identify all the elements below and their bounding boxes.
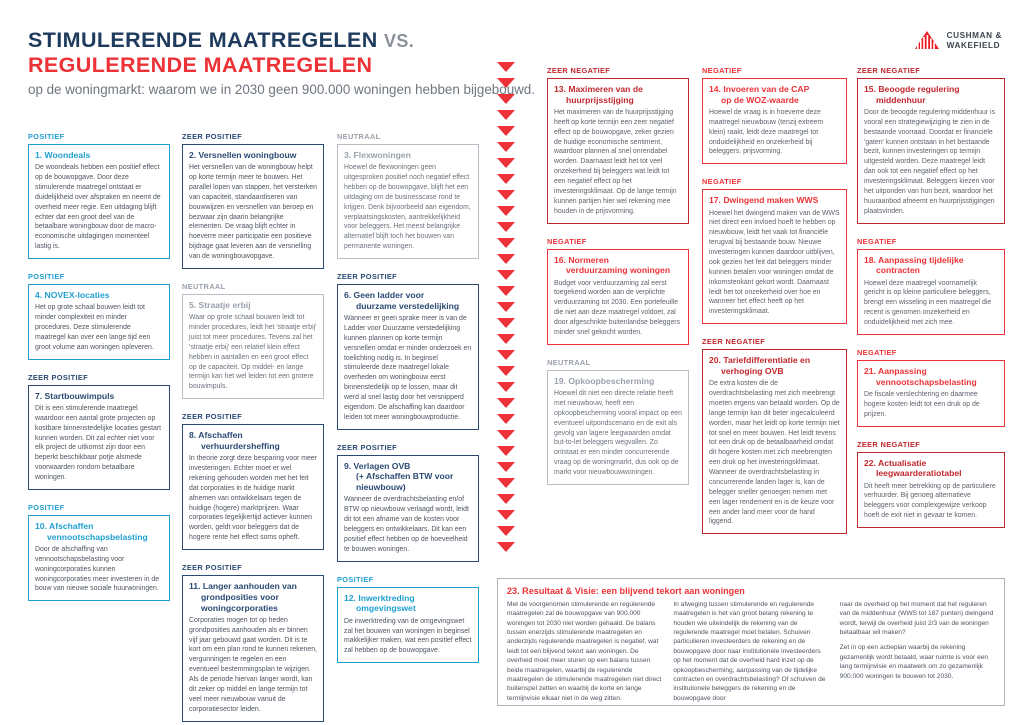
arrow-down-icon: [497, 142, 515, 152]
measure-card: [337, 587, 479, 663]
arrow-down-icon: [497, 430, 515, 440]
category-label: ZEER POSITIEF: [182, 132, 242, 141]
measure-title-line: huurprijsstijging: [566, 94, 634, 105]
category-label: POSITIEF: [337, 574, 374, 584]
arrow-down-icon: [497, 174, 515, 184]
measure-title-line: vennootschapsbelasting: [876, 376, 977, 387]
measure-block: [857, 66, 1005, 224]
measure-title-line: 16. Normeren: [554, 254, 609, 265]
arrow-down-icon: [497, 542, 515, 552]
measure-title: 4. NOVEX-locaties: [35, 290, 110, 301]
arrow-down-icon: [497, 462, 515, 472]
header-vs: VS.: [384, 31, 415, 51]
header-subtitle: op de woningmarkt: waarom we in 2030 geen 900.000 woningen hebben bijgebouwd.: [28, 82, 535, 98]
category-label: ZEER NEGATIEF: [857, 439, 921, 449]
arrow-down-icon: [497, 478, 515, 488]
measure-title: [344, 461, 472, 493]
category-label: NEGATIEF: [857, 236, 897, 246]
category-label: ZEER POSITIEF: [28, 372, 88, 382]
measure-title: 3. Flexwoningen: [344, 150, 411, 160]
measure-body: Wanneer de overdrachtsbelasting en/of BTW op nieuwbouw verlaagd wordt, leidt dit tot een afname van de kosten voor beleggers en ontwikkelaars. Dit kan een positief effect hebben op de hoeveelheid te bouwen woningen.: [344, 496, 469, 553]
measure-title: 19. Opkoopbescherming: [554, 375, 655, 386]
measure-title-line: 12. Inwerktreding: [344, 592, 415, 603]
measure-body: Hoewel de flexwoningen geen uitgesproken positief noch negatief effect hebben op de bouwopgave, blijft het een uitdaging om de businesscase rond te krijgen. Denk bijvoorbeeld aan eigendom, verplaatsingskosten, aantrekkelijkheid voor beleggers. Het meest belangrijke alternatief blijft toch het bouwen van permanente woningen.: [344, 164, 471, 251]
measure-body: Dit heeft meer betrekking op de particuliere verhuurder. Bij genoeg alternatieve beleggers voor complexgewijze verkoop hoeft de exit niet in gevaar te komen.: [864, 482, 996, 520]
conclusion-box: [497, 578, 1005, 706]
measure-card: [857, 78, 1005, 224]
measure-body: Door de afschaffing van vennootschapsbelasting voor woningcorporaties kunnen woningcorporaties meer investeren in de bouw van nieuwe sociale huurwoningen.: [35, 545, 160, 593]
measure-body: Dit is een stimulerende maatregel waardoor een aantal grote projecten op kostbare binnenstedelijke locaties gestart kunnen worden. Dit zal echter niet voor elk project de uitkomst zijn door een beperkt beschikbaar potje alsmede voorwaarden rondom betaalbare woningen.: [35, 404, 162, 482]
column-5: [702, 66, 847, 547]
measure-body: De extra kosten die de overdrachtsbelasting met zich meebrengt moeten ergens van betaald worden. Op de lange termijn kan dit beter ingecalculeerd worden, maar het leidt op korte termijn niet tot snel en meer bouwen. Het leidt tevens tot een druk op de betaalbaarheid omdat dit hogere kosten met zich meebrengten een druk op het investeringsklimaat. Wanneer de overdrachtsbelasting in concurrerende landen lager is, kan de belegger sneller genoegen nemen met een lager rendement en is de keuze voor een ander land meer voor de hand liggend.: [709, 380, 840, 526]
measure-title: 2. Versnellen woningbouw: [189, 150, 297, 160]
arrow-down-icon: [497, 206, 515, 216]
measure-body: In theorie zorgt deze besparing voor meer investeringen. Echter moet er wel rekening gehouden worden met het feit dat corporaties in de huidige markt afnemen van ontwikkelaars tegen de huidige (hogere) marktprijzen. Waar corporaties tegelijkertijd actiever kunnen worden, geldt voor beleggers dat de hogere rente het effect soms opheft.: [189, 455, 317, 542]
conclusion-paragraph-2: In afweging tussen stimulerende en regulerende maatregelen is het van groot belang rekening te houden wie uiteindelijk de rekening van de regulerende maatregel moet betalen. Schuiven particulieren investeerders de rekening en de bouwopgave door naar institutionele investeerders op het moment dat de overheid hard inzet op de opkoopbescherming, aanpassing van de tijdelijke contracten en overdrachtsbelasting? Of schuiven de institutionele beleggers de rekening en de bouwopgave door: [673, 601, 826, 702]
arrow-down-icon: [497, 494, 515, 504]
arrow-down-icon: [497, 190, 515, 200]
conclusion-columns: [507, 600, 995, 703]
measure-card: [857, 452, 1005, 528]
measure-block: [28, 272, 170, 360]
header-title-regulerende: REGULERENDE MAATREGELEN: [28, 52, 373, 77]
cushman-wakefield-logo: [914, 30, 1002, 52]
arrow-down-icon: [497, 110, 515, 120]
category-label: ZEER POSITIEF: [337, 442, 397, 452]
measure-title-line: 8. Afschaffen: [189, 430, 243, 441]
measure-title-line: verduurzaming woningen: [566, 265, 671, 276]
measure-title-line: 14. Invoeren van de CAP: [709, 84, 810, 94]
measure-block: [702, 66, 847, 164]
arrow-down-icon: [497, 254, 515, 264]
category-label: NEGATIEF: [547, 236, 587, 246]
arrow-divider: [497, 62, 519, 562]
arrow-down-icon: [497, 158, 515, 168]
measure-block: [182, 563, 324, 721]
measure-card: [28, 144, 170, 259]
measure-body: Budget voor verduurzaming zal eerst toegekend worden aan de verplichte verduurzaming tot 2030. Een portefeuille die niet aan deze maatregel voldoet, zal door afgeschrikte buitenlandse beleggers minder snel gekocht worden.: [554, 279, 681, 336]
measure-title-line: verhuurdersheffing: [201, 440, 280, 451]
measure-card: [702, 189, 847, 324]
category-label: NEUTRAAL: [337, 132, 381, 141]
arrow-down-icon: [497, 302, 515, 312]
measure-card: [547, 249, 689, 345]
measure-card: [702, 349, 847, 534]
arrow-down-icon: [497, 350, 515, 360]
measure-card: [28, 385, 170, 490]
measure-title-line: 21. Aanpassing: [864, 365, 927, 376]
measure-body: Het maximeren van de huurprijsstijging heeft op korte termijn een zeer negatief effect op de bouwopgave, zeker gezien de huidige economische sentiment, waardoor plannen al snel onrendabel worden. Daarnaast leidt het tot veel onzekerheid bij beleggers wat leidt tot een negatief effect op het investeringsklimaat. Op de lange termijn kunnen partijen hier wel rekening mee houden in de prijsvorming.: [554, 108, 677, 215]
measure-block: [337, 443, 479, 562]
measure-title: [864, 84, 998, 105]
arrow-down-icon: [497, 510, 515, 520]
conclusion-paragraph-4: Zet in op een actieplan waarbij de rekening gezamenlijk wordt betaald, waar ruimte is voor een lang termijnvisie en maatwerk om zo gezamenlijk 900.000 woningen te bouwen tot 2030.: [839, 644, 989, 680]
column-4: [547, 66, 689, 498]
measure-block: [857, 237, 1005, 335]
measure-body: Door de beoogde regulering middenhuur is vooral een strategiewijziging te zien in de bestaande voorraad. Doordat er financiële 'gaten' kunnen ontstaan in het bestaande bezit, kunnen investeringen op termijn uitgesteld worden. Deze maatregel leidt dan ook tot een negatief effect op het investeringsklimaat. Beleggers kiezen voor het uitponden van hun bezit, waardoor het huuraanbod afneemt en huurprijsstijgingen plaatsvinden.: [864, 108, 996, 215]
measure-title: [189, 581, 317, 613]
measure-title: [189, 430, 317, 451]
arrow-down-icon: [497, 526, 515, 536]
arrow-down-icon: [497, 382, 515, 392]
category-label: POSITIEF: [28, 132, 65, 141]
measure-block: [702, 177, 847, 324]
measure-block: [547, 237, 689, 345]
measure-card: [182, 294, 324, 399]
measure-title: [554, 84, 682, 105]
measure-title: [344, 290, 472, 311]
measure-block: [28, 373, 170, 490]
category-label: ZEER NEGATIEF: [857, 66, 921, 75]
measure-card: [857, 360, 1005, 427]
measure-card: [702, 78, 847, 164]
measure-title-line: 13. Maximeren van de: [554, 84, 643, 94]
measure-body: De woondeals hebben een positief effect op de bouwopgave. Door deze stimulerende maatregel ontstaat er duidelijkheid over afspraken en neemt de overheid meer regie. Een uitdaging blijft echter dat een groot deel van de betaalbare woningbouw door de macro-economische uitdagingen momenteel lastig is.: [35, 164, 161, 251]
measure-title: 5. Straatje erbij: [189, 299, 251, 310]
category-label: POSITIEF: [28, 272, 65, 282]
arrow-down-icon: [497, 222, 515, 232]
arrow-down-icon: [497, 446, 515, 456]
measure-card: [857, 249, 1005, 335]
measure-card: [337, 284, 479, 430]
measure-title-line: middenhuur: [876, 94, 926, 105]
measure-title-line: 18. Aanpassing tijdelijke: [864, 254, 964, 265]
measure-title: [554, 255, 682, 276]
measure-block: [182, 282, 324, 399]
measure-title: 7. Startbouwimpuls: [35, 390, 115, 401]
measure-block: [547, 66, 689, 224]
category-label: ZEER POSITIEF: [182, 563, 242, 573]
measure-title: [709, 84, 840, 105]
arrow-down-icon: [497, 414, 515, 424]
arrow-down-icon: [497, 334, 515, 344]
logo-wordmark: CUSHMAN & WAKEFIELD: [946, 30, 1002, 50]
measure-title-line: grondposities voor woningcorporaties: [201, 591, 279, 613]
conclusion-paragraph-3: naar de overheid op het moment dat het reguleren van de middenhuur (WWS tot 187 punten) dwingend wordt, terwijl de overheid juist 2/3 van de woningen betaalbaar wil maken?: [839, 601, 994, 637]
measure-title-line: duurzame verstedelijking: [356, 300, 460, 311]
arrow-down-icon: [497, 366, 515, 376]
logo-building-icon: [914, 30, 940, 52]
measure-card: [182, 144, 324, 269]
category-label: ZEER NEGATIEF: [702, 337, 766, 347]
measure-body: Hoewel de vraag is in hoeverre deze maatregel nieuwbouw (tenzij extreem klein) raakt, leidt deze maatregel tot onduidelijkheid en onzekerheid bij beleggers. prijsvorming.: [709, 108, 824, 156]
category-label: NEGATIEF: [702, 177, 742, 187]
measure-title-line: vennootschapsbelasting: [47, 531, 148, 542]
measure-block: [702, 337, 847, 534]
measure-title-line: verhoging OVB: [721, 365, 784, 376]
measure-block: [28, 503, 170, 601]
measure-body: Het versnellen van de woningbouw helpt op korte termijn meer te bouwen. Het parallel lopen van stappen, het versterken van capaciteit, standaardiseren van bouwwijzen en versnellen van beroep en bezwaar zijn daarin belangrijke elementen. De vraag blijft echter in hoeverre meer participatie een positieve bijdrage gaat leveren aan de versnelling van de woningbouwopgave.: [189, 164, 317, 261]
header-line-1: [28, 28, 728, 53]
measure-block: [182, 132, 324, 269]
measure-card: [28, 284, 170, 360]
measure-title: [864, 458, 998, 479]
conclusion-title: 23. Resultaat & Visie: een blijvend tekort aan woningen: [507, 586, 745, 596]
arrow-down-icon: [497, 126, 515, 136]
measure-body: De fiscale verslechtering en daarmee hogere kosten leidt tot een druk op de prijzen.: [864, 390, 980, 418]
category-label: ZEER NEGATIEF: [547, 66, 611, 75]
measure-title-line: 20. Tariefdifferentiatie en: [709, 355, 811, 366]
measure-title-line: 9. Verlagen OVB: [344, 460, 411, 471]
measure-body: Hoewel het dwingend maken van de WWS niet direct een invloed hoeft te hebben op nieuwbouw, leidt het vaak tot financiële terugval bij bestaande bouw. Nieuwe investeringen kunnen daardoor uitblijven, ook gezien het feit dat beleggers minder kunnen betalen voor woningen omdat de inkomstenkant gekort wordt. Daarnaast leidt het tot onzekerheid over hoe en wanneer het effect heeft op het investeringsklimaat.: [709, 209, 840, 316]
category-label: NEGATIEF: [702, 66, 742, 75]
arrow-down-icon: [497, 398, 515, 408]
measure-title-line: 11. Langer aanhouden van: [189, 581, 297, 592]
measure-title-line: leegwaarderatiotabel: [876, 468, 962, 479]
measure-title: [35, 521, 163, 542]
measure-card: [28, 515, 170, 601]
arrow-down-icon: [497, 318, 515, 328]
arrow-down-icon: [497, 94, 515, 104]
measure-body: Corporaties mogen tot op heden grondposities aanhouden als er binnen vijf jaar gebouwd gaat worden. Dit is te kort om een plan rond te kunnen rekenen, vergunningen te regelen en een eventueel bestemmingsplan te wijzigen. Als de periode hiervan langer wordt, kan dit zeker op middel en lange termijn tot veel meer nieuwbouw vanuit de corporatiesector leiden.: [189, 616, 317, 713]
category-label: NEGATIEF: [857, 347, 897, 357]
measure-block: [182, 412, 324, 550]
measure-title-line: (+ Afschaffen BTW voor nieuwbouw): [356, 471, 454, 493]
measure-body: Wanneer er geen sprake meer is van de Ladder voor Duurzame verstedelijking kunnen plannen op korte termijn versnellen omdat er minder onderzoek en toelichting nodig is. In beginsel stimuleerde deze maatregel lokale overheden om woningbouw eerst binnenstedelijk op te lossen, maar dit werd al snel lastig door het versnipperd eigendom. De afschaffing kan daardoor leiden tot meer woningbouwproductie.: [344, 315, 472, 421]
measure-title: [709, 355, 840, 376]
measure-body: Hoewel dit niet een directe relatie heeft met nieuwbouw, heeft een opkoopbescherming vooral impact op een eventueel uitpondscenario en de exit als gevolg van lagere leegwaarden omdat but-to-let beleggers wegvallen. Zo ontstaat er een minder concurrerende vraag op de woningmarkt, dus ook op de markt voor nieuwbouwwoningen.: [554, 390, 682, 477]
measure-title-line: 6. Geen ladder voor: [344, 290, 425, 301]
measure-body: Hoewel deze maatregel voornamelijk gericht is op kleine particuliere beleggers, brengt een wisseling in een maatregel die recent is genomen onzekerheid en onduidelijkheid met zich mee.: [864, 279, 992, 327]
measure-block: [28, 132, 170, 259]
category-label: NEUTRAAL: [182, 281, 226, 291]
measure-body: Het op grote schaal bouwen leidt tot minder complexiteit en minder procedures. Deze stimulerende maatregel kan over een lange tijd een groot volume aan woningen opleveren.: [35, 304, 154, 351]
category-label: ZEER POSITIEF: [182, 412, 242, 422]
measure-block: [337, 132, 479, 259]
measure-title-line: 10. Afschaffen: [35, 520, 94, 531]
measure-card: [547, 370, 689, 485]
measure-block: [857, 348, 1005, 427]
arrow-down-icon: [497, 270, 515, 280]
category-label: NEUTRAAL: [547, 357, 591, 367]
measure-card: [337, 455, 479, 562]
arrow-down-icon: [497, 238, 515, 248]
measure-card: [182, 575, 324, 721]
measure-block: [337, 575, 479, 663]
column-1: [28, 132, 170, 614]
arrow-down-icon: [497, 78, 515, 88]
measure-block: [547, 358, 689, 485]
measure-block: [337, 272, 479, 430]
measure-title: [344, 593, 472, 614]
header-title-stimulerende: STIMULERENDE MAATREGELEN: [28, 28, 378, 52]
measure-card: [547, 78, 689, 224]
arrow-down-icon: [497, 286, 515, 296]
measure-card: [337, 144, 479, 259]
measure-title: [864, 255, 998, 276]
measure-card: [182, 424, 324, 550]
measure-title-line: 22. Actualisatie: [864, 457, 927, 468]
measure-title-line: op de WOZ-waarde: [721, 94, 799, 105]
conclusion-paragraph-1: Met de voorgenomen stimulerende en regulerende maatregelen zal de bouwopgave van 900.000 woningen tot 2030 niet worden gehaald. De balans tussen enerzijds stimulerende maatregelen en anderzijds regulerende maatregelen is negatief, wat leidt tot een blijvend tekort aan woningen. De overheid moet meer sturen op een balans tussen beide maatregelen, waarbij de regulerende maatregelen de stimulerende maatregelen niet direct buitenspel zetten en waarbij de korte en lange termijnvisie elkaar niet in de weg zitten.: [507, 601, 662, 702]
arrow-down-icon: [497, 62, 515, 72]
column-3: [337, 132, 479, 676]
measure-title: 17. Dwingend maken WWS: [709, 195, 819, 206]
measure-title-line: 15. Beoogde regulering: [864, 84, 960, 94]
measure-block: [857, 440, 1005, 528]
measure-title-line: omgevingswet: [356, 603, 416, 614]
category-label: ZEER POSITIEF: [337, 272, 397, 282]
measure-title: [864, 366, 998, 387]
measure-title: 1. Woondeals: [35, 150, 91, 160]
measure-body: Waar op grote schaal bouwen leidt tot minder procedures, leidt het 'straatje erbij' juist tot meer procedures. Tevens zal het 'straatje erbij' een relatief klein effect hebben in aantallen en een groot effect op de capaciteit. Op middel- en lange termijn kan het wel leiden tot een grotere bouwimpuls.: [189, 314, 317, 391]
category-label: POSITIEF: [28, 502, 65, 512]
measure-body: De inwerktreding van de omgevingswet zal het bouwen van woningen in beginsel makkelijker maken, wat een positief effect zal hebben op de bouwopgave.: [344, 617, 472, 655]
column-2: [182, 132, 324, 725]
measure-title-line: contracten: [876, 265, 920, 276]
column-6: [857, 66, 1005, 541]
